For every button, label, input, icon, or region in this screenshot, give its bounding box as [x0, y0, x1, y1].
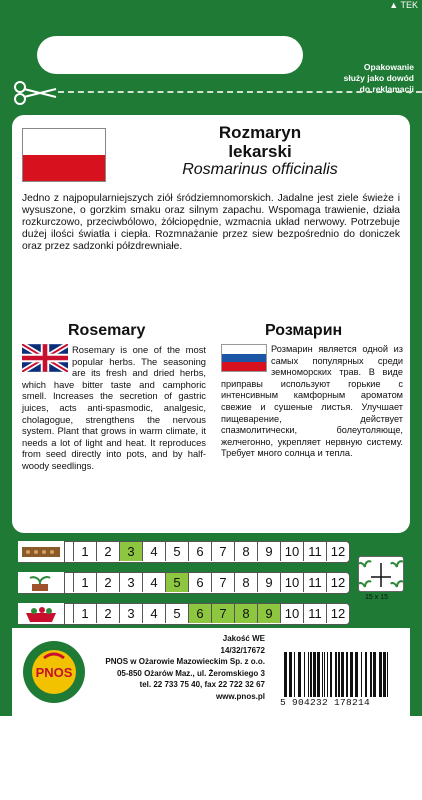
- harvest-month-8: 8: [234, 604, 257, 623]
- company-phone: tel. 22 733 75 40, fax 22 722 32 67: [139, 680, 265, 690]
- description-english: [22, 344, 206, 472]
- planting-month-8: 8: [234, 573, 257, 592]
- pnos-seal-icon: [22, 640, 86, 704]
- seedling-icon: [18, 572, 65, 593]
- company-name: PNOS w Ożarowie Mazowieckim Sp. z o.o.: [105, 657, 265, 667]
- sowing-month-1: 1: [73, 542, 96, 561]
- sowing-month-11: 11: [303, 542, 326, 561]
- growing-calendar: [18, 541, 350, 634]
- planting-month-6: 6: [188, 573, 211, 592]
- proof-line-1: Opakowanie: [363, 62, 414, 72]
- brand-mark: ▲ TEK: [389, 0, 418, 10]
- planting-month-9: 9: [257, 573, 280, 592]
- company-website: www.pnos.pl: [215, 691, 265, 701]
- company-address: 05-850 Ożarów Maz., ul. Żeromskiego 3: [116, 668, 265, 678]
- harvest-month-3: 3: [119, 604, 142, 623]
- sowing-month-12: 12: [326, 542, 349, 561]
- harvest-month-5: 5: [165, 604, 188, 623]
- planting-month-4: 4: [142, 573, 165, 592]
- harvest-row: [18, 603, 350, 625]
- product-title: [160, 123, 360, 179]
- brand-mark-text: TEK: [400, 0, 418, 10]
- harvest-basket-icon: [18, 603, 65, 624]
- sowing-months: [73, 542, 349, 561]
- sowing-month-7: 7: [211, 542, 234, 561]
- planting-month-10: 10: [280, 573, 303, 592]
- harvest-month-11: 11: [303, 604, 326, 623]
- seed-tray-icon: [18, 541, 65, 562]
- russian-heading: Розмарин: [265, 322, 343, 339]
- svg-text:PNOS: PNOS: [35, 665, 73, 680]
- sowing-row: [18, 541, 350, 563]
- sowing-month-2: 2: [96, 542, 119, 561]
- planting-month-11: 11: [303, 573, 326, 592]
- proof-line-2: służy jako dowód: [343, 73, 414, 83]
- polish-flag-icon: [22, 128, 106, 182]
- sowing-month-4: 4: [142, 542, 165, 561]
- english-heading: Rosemary: [68, 322, 146, 339]
- planting-row: [18, 572, 350, 594]
- lot-number: 14/32/17672: [220, 645, 265, 655]
- description-russian: [221, 344, 403, 460]
- harvest-month-1: 1: [73, 604, 96, 623]
- planting-month-3: 3: [119, 573, 142, 592]
- planting-month-2: 2: [96, 573, 119, 592]
- planting-month-5: 5: [165, 573, 188, 592]
- description-polish: Jedno z najpopularniejszych ziół śródziemnomorskich. Jadalne jest ziele świeże i wysuszone, o gorzkim smaku oraz silnym zapachu. Wspomaga trawienie, działa rozkurczowo, przeciwbólowo, żółciopędnie, wzmacnia układ nerwowy. Potrzebuje dużej ilości światła i ciepła. Rozmnażanie przez siew bezpośrednio do doniczek oraz przez sadzonki półzdrewniałe.: [22, 193, 400, 252]
- plant-spacing-label: 15 x 15: [365, 594, 388, 601]
- sowing-month-5: 5: [165, 542, 188, 561]
- harvest-month-4: 4: [142, 604, 165, 623]
- sowing-month-9: 9: [257, 542, 280, 561]
- harvest-month-6: 6: [188, 604, 211, 623]
- company-info: [100, 633, 265, 703]
- proof-line-3: do reklamacji: [359, 84, 414, 94]
- planting-month-1: 1: [73, 573, 96, 592]
- cut-line: [58, 91, 422, 93]
- harvest-month-7: 7: [211, 604, 234, 623]
- harvest-month-9: 9: [257, 604, 280, 623]
- harvest-month-2: 2: [96, 604, 119, 623]
- product-latin-name: Rosmarinus officinalis: [182, 161, 338, 178]
- quality-label: Jakość WE: [222, 634, 265, 643]
- product-name: Rozmaryn: [218, 123, 302, 142]
- harvest-month-12: 12: [326, 604, 349, 623]
- russian-text: Розмарин является одной из самых популярных среди земноморских трав. В виде приправы используют горькие с интенсивным камфорным ароматом свежие и сушеные листья. Улучшает пищеварение, действует спазмолитически, болеутоляюще, желчегонно, укрепляет нервную систему. Требует много солнца и тепла.: [221, 344, 403, 459]
- hanger-window: [37, 36, 303, 74]
- planting-month-7: 7: [211, 573, 234, 592]
- sowing-month-8: 8: [234, 542, 257, 561]
- plant-spacing-icon: [358, 556, 404, 592]
- harvest-month-10: 10: [280, 604, 303, 623]
- english-text: Rosemary is one of the most popular herbs. The seasoning are its fresh and dried herbs, which have bitter taste and camphoric smell. Increases the secretion of gastric juices, acts anti-spasmodic, analgesic, cholagogue, strengthens the nervous system. Plant that grows in warm climate, it needs a lot of light and heat. It reproduces from seed directly into pots, and by half-woody seedlings.: [22, 344, 206, 471]
- scissors-icon: [12, 80, 60, 106]
- planting-month-12: 12: [326, 573, 349, 592]
- sowing-month-10: 10: [280, 542, 303, 561]
- barcode-number: 5 904232 178214: [280, 697, 410, 708]
- planting-months: [73, 573, 349, 592]
- sowing-month-3: 3: [119, 542, 142, 561]
- harvest-months: [73, 604, 349, 623]
- sowing-month-6: 6: [188, 542, 211, 561]
- product-name-2: lekarski: [228, 142, 292, 161]
